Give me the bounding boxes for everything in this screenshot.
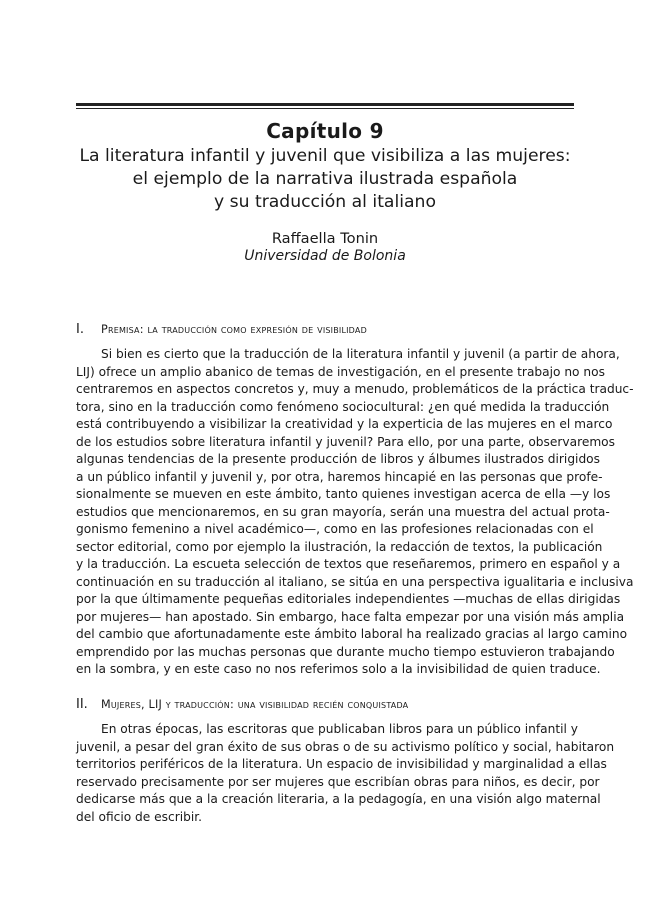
paragraph-line: sector editorial, como por ejemplo la ilustración, la redacción de textos, la publicación [76, 539, 603, 554]
header-rule-thick [76, 103, 574, 106]
paragraph-line: gonismo femenino a nivel académico—, como en las profesiones relacionadas con el [76, 522, 594, 536]
paragraph-line: emprendido por las muchas personas que durante mucho tiempo estuvieron trabajando [76, 644, 615, 659]
paragraph-line: en la sombra, y en este caso no nos referimos solo a la invisibilidad de quien traduce. [76, 662, 601, 676]
paragraph-line: tora, sino en la traducción como fenómeno sociocultural: ¿en qué medida la traducción [76, 399, 610, 414]
paragraph-line: juvenil, a pesar del gran éxito de sus obras o de su activismo político y social, habitaron [76, 739, 615, 754]
paragraph-line: y la traducción. La escueta selección de textos que reseñaremos, primero en español y a [76, 557, 621, 571]
author-name: Raffaella Tonin [271, 230, 379, 247]
paragraph-line: del oficio de escribir. [76, 809, 202, 824]
paragraph-line: continuación en su traducción al italiano, se sitúa en una perspectiva igualitaria e inclusiva [76, 574, 634, 589]
paragraph-line: LIJ) ofrece un amplio abanico de temas de investigación, en el presente trabajo no nos [76, 364, 605, 379]
paragraph-line: centraremos en aspectos concretos y, muy a menudo, problemáticos de la práctica traduc- [76, 382, 634, 396]
author-affiliation: Universidad de Bolonia [244, 248, 406, 264]
chapter-title-line: La literatura infantil y juvenil que visibiliza a las mujeres: [79, 146, 571, 166]
paragraph-line: por la que últimamente pequeñas editoriales independientes —muchas de ellas dirigidas [76, 592, 621, 606]
section-number: I. [76, 322, 84, 337]
section-paragraph [76, 346, 634, 679]
section-number: II. [76, 697, 88, 712]
section-title: Premisa: la traducción como expresión de visibilidad [101, 323, 367, 336]
paragraph-line: dedicarse más que a la creación literaria, a la pedagogía, en una visión algo maternal [76, 792, 601, 806]
section-title: Mujeres, LIJ y traducción: una visibilidad recién conquistada [101, 698, 409, 711]
paragraph-line: está contribuyendo a visibilizar la creatividad y la experticia de las mujeres en el marco [76, 417, 613, 431]
paragraph-line: de los estudios sobre literatura infantil y juvenil? Para ello, por una parte, observaremos [76, 434, 615, 449]
chapter-title-line: y su traducción al italiano [214, 192, 436, 212]
paragraph-line: estudios que mencionaremos, en su gran mayoría, serán una muestra del actual prota- [76, 504, 610, 519]
section-heading [76, 697, 574, 712]
paragraph-line: En otras épocas, las escritoras que publicaban libros para un público infantil y [101, 722, 578, 736]
chapter-title-line: el ejemplo de la narrativa ilustrada española [132, 169, 518, 189]
section-heading [76, 322, 574, 337]
chapter-label: Capítulo 9 [266, 119, 384, 143]
chapter-title [76, 145, 574, 214]
paragraph-line: por mujeres— han apostado. Sin embargo, hace falta empezar por una visión más amplia [76, 609, 625, 624]
header-rule-thin [76, 108, 574, 109]
section-paragraph [76, 721, 615, 826]
paragraph-line: algunas tendencias de la presente producción de libros y álbumes ilustrados dirigidos [76, 452, 600, 466]
paragraph-line: reservado precisamente por ser mujeres que escribían obras para niños, es decir, por [76, 774, 600, 789]
paragraph-line: Si bien es cierto que la traducción de la literatura infantil y juvenil (a partir de ahora, [101, 347, 620, 361]
paragraph-line: territorios periféricos de la literatura. Un espacio de invisibilidad y marginalidad a ellas [76, 757, 607, 771]
paragraph-line: del cambio que afortunadamente este ámbito laboral ha realizado gracias al largo camino [76, 627, 628, 641]
paragraph-line: a un público infantil y juvenil y, por otra, haremos hincapié en las personas que profe- [76, 469, 603, 484]
paragraph-line: sionalmente se mueven en este ámbito, tanto quienes investigan acerca de ella —y los [76, 487, 611, 501]
